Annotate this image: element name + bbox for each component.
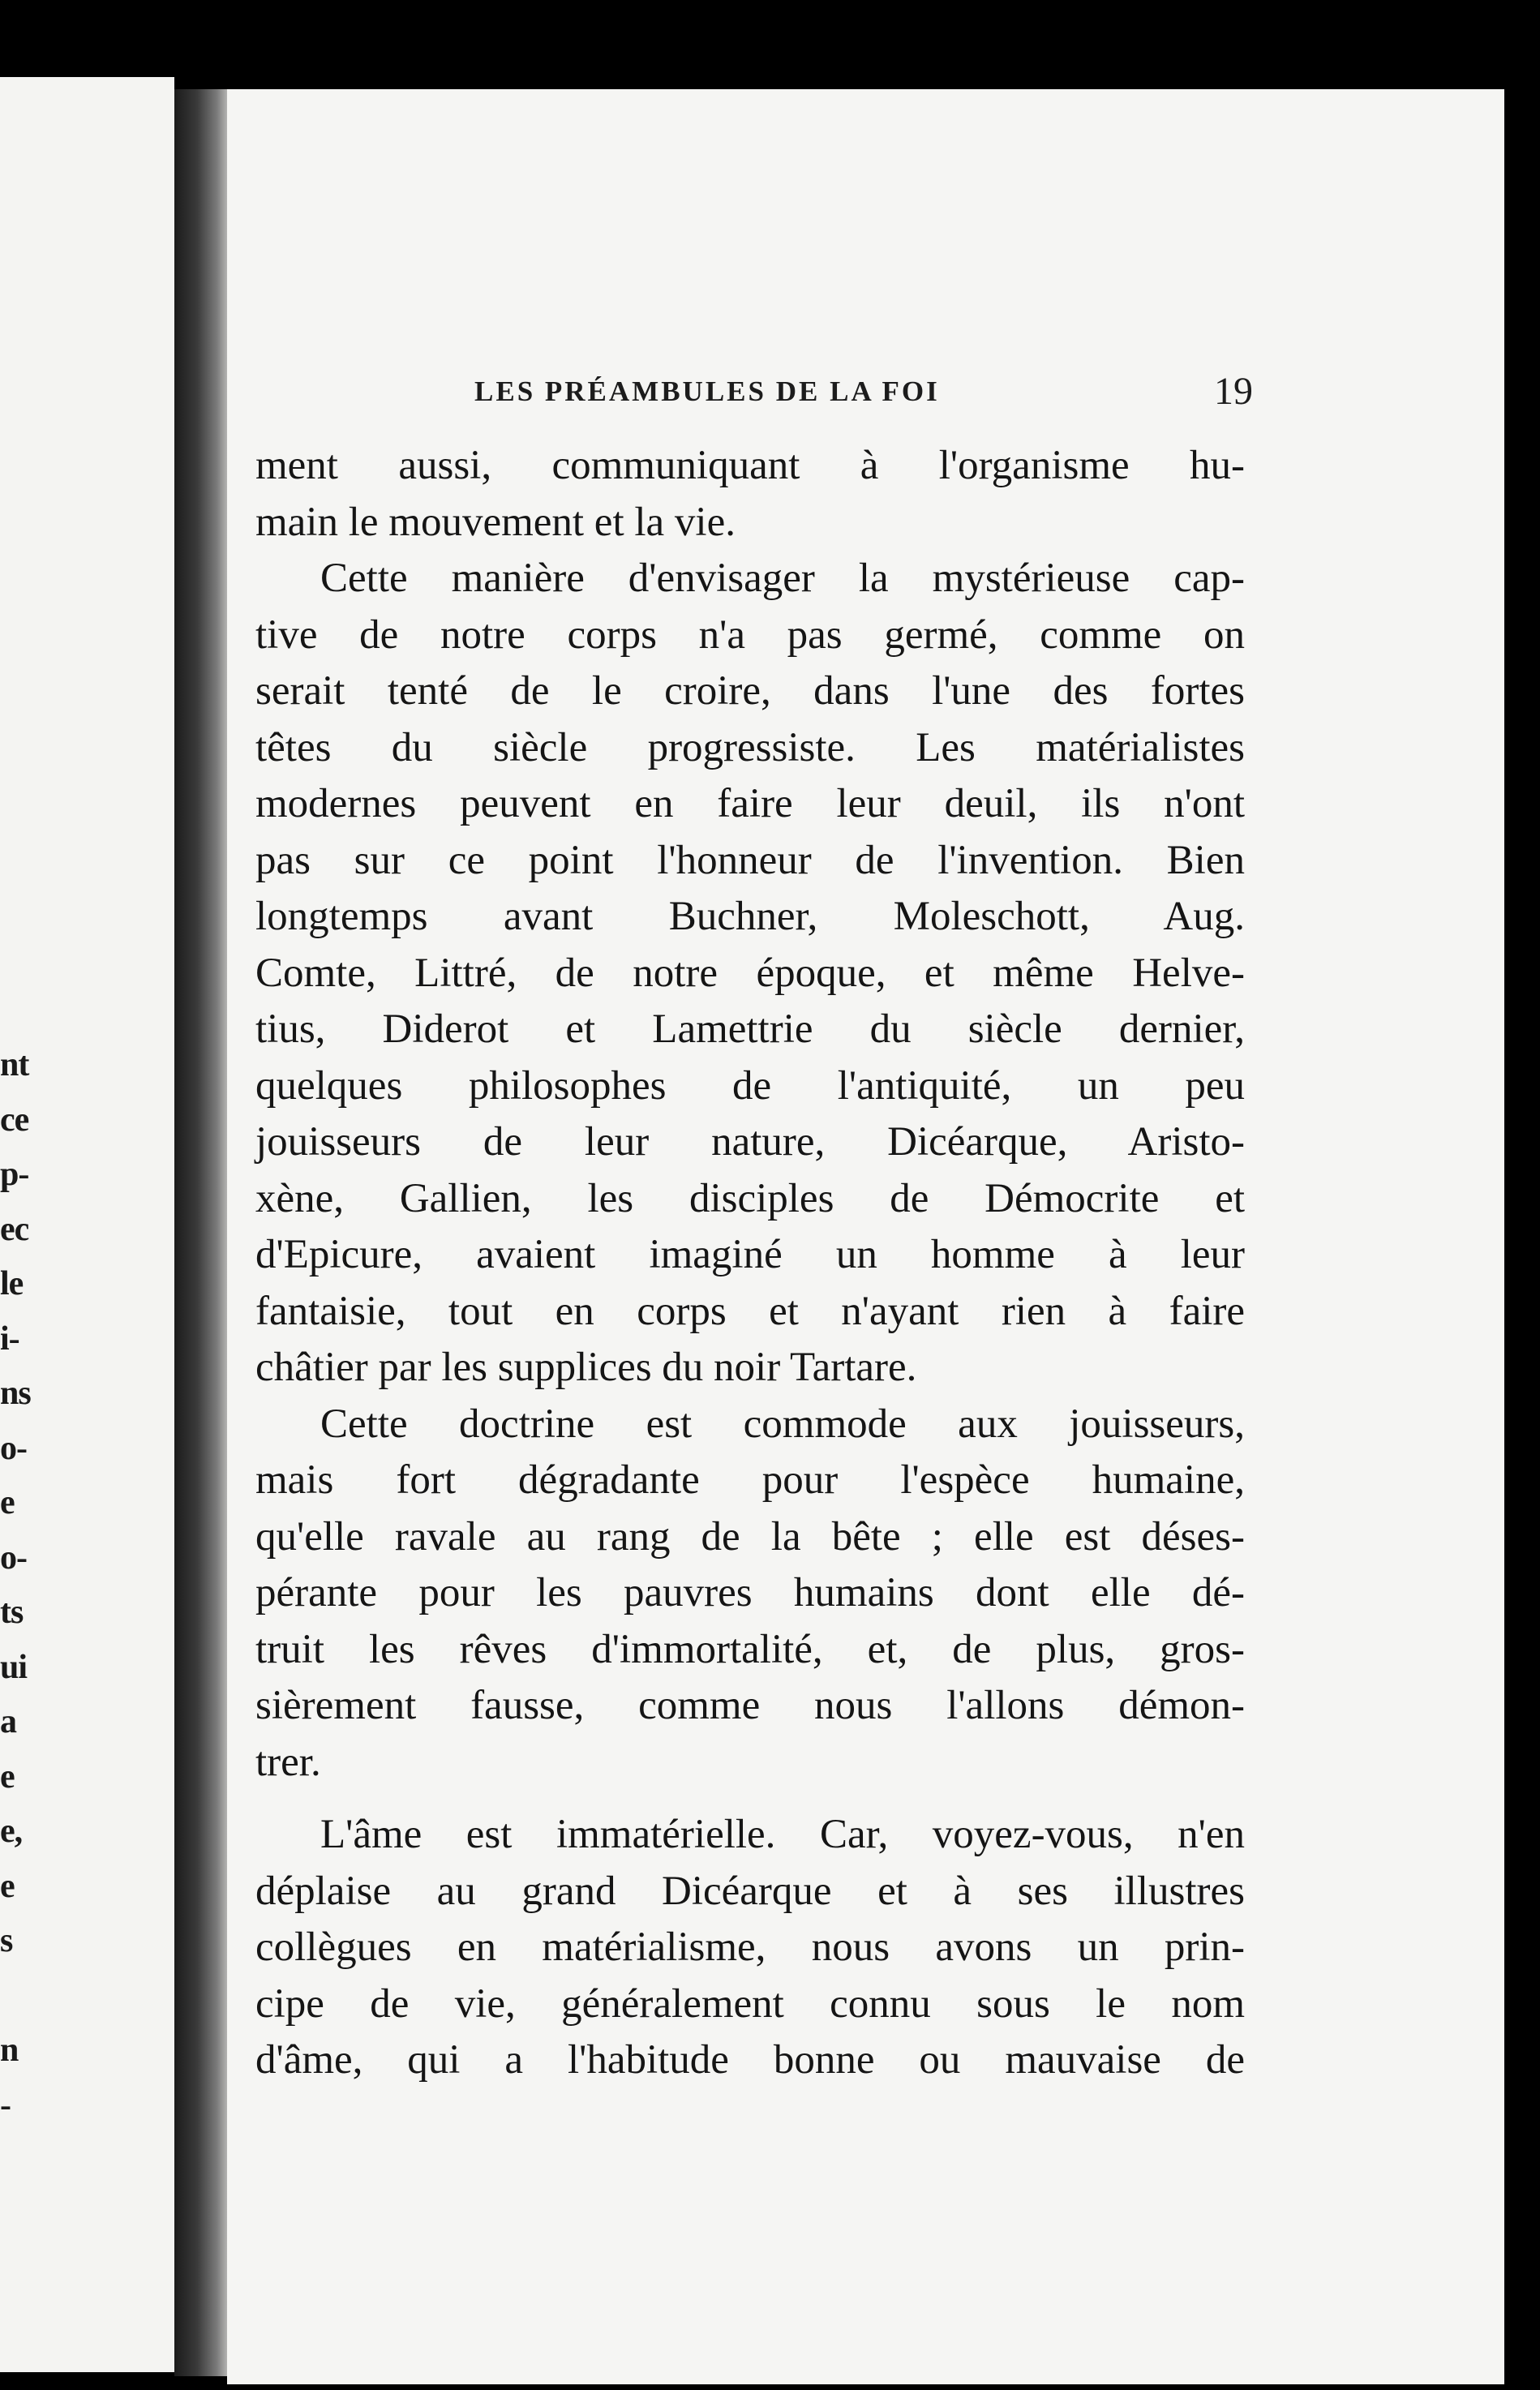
text-line: longtemps avant Buchner, Moleschott, Aug.	[255, 894, 1245, 939]
margin-fragment: -	[0, 2086, 11, 2124]
text-line: Comte, Littré, de notre époque, et même Helve-	[255, 950, 1245, 996]
text-line: modernes peuvent en faire leur deuil, ils n'ont	[255, 781, 1245, 826]
margin-fragment: n	[0, 2032, 19, 2069]
text-line: mais fort dégradante pour l'espèce humaine,	[255, 1457, 1245, 1503]
text-line: sièrement fausse, comme nous l'allons démon-	[255, 1683, 1245, 1728]
margin-fragment: e	[0, 1867, 15, 1905]
text-line: pérante pour les pauvres humains dont elle dé-	[255, 1570, 1245, 1616]
text-line: déplaise au grand Dicéarque et à ses illustres	[255, 1868, 1245, 1914]
text-line: qu'elle ravale au rang de la bête ; elle est déses-	[255, 1513, 1245, 1560]
margin-fragment	[0, 1969, 41, 2024]
margin-fragment: ce	[0, 1101, 29, 1139]
margin-fragment: e	[0, 1484, 15, 1521]
margin-fragment: p-	[0, 1156, 29, 1193]
paragraph	[255, 1397, 1245, 1791]
text-line: d'âme, qui a l'habitude bonne ou mauvaise de	[255, 2037, 1245, 2083]
margin-fragment: nt	[0, 1046, 29, 1083]
paragraph	[255, 1807, 1245, 2089]
text-line: châtier par les supplices du noir Tartare.	[255, 1345, 917, 1390]
running-header	[474, 369, 1253, 418]
text-line: serait tenté de le croire, dans l'une des fortes	[255, 668, 1245, 714]
text-line: têtes du siècle progressiste. Les matérialistes	[255, 724, 1245, 770]
margin-fragment: ec	[0, 1210, 29, 1248]
margin-fragment: ts	[0, 1594, 24, 1631]
text-line: pas sur ce point l'honneur de l'invention. Bien	[255, 837, 1245, 883]
text-line: collègues en matérialisme, nous avons un prin-	[255, 1924, 1245, 1970]
text-line: xène, Gallien, les disciples de Démocrite et	[255, 1175, 1245, 1221]
margin-fragment: e	[0, 1757, 15, 1796]
margin-fragment: e,	[0, 1813, 23, 1850]
margin-fragment: le	[0, 1265, 24, 1302]
paragraph	[255, 438, 1245, 551]
left-page-text-fragments	[0, 1038, 41, 2133]
margin-fragment: o-	[0, 1429, 27, 1467]
text-line: Cette manière d'envisager la mystérieuse cap-	[320, 556, 1245, 601]
text-line: ment aussi, communiquant à l'organisme hu-	[255, 443, 1245, 488]
margin-fragment: s	[0, 1922, 13, 1959]
text-line: tive de notre corps n'a pas germé, comme on	[255, 611, 1245, 658]
margin-fragment: a	[0, 1703, 16, 1740]
text-line: d'Epicure, avaient imaginé un homme à leur	[255, 1232, 1245, 1277]
margin-fragment: o-	[0, 1538, 27, 1577]
left-facing-page	[0, 77, 174, 2372]
margin-fragment: ns	[0, 1375, 31, 1412]
margin-fragment: i-	[0, 1319, 19, 1358]
text-line: quelques philosophes de l'antiquité, un peu	[255, 1062, 1245, 1109]
paragraph-gap	[255, 1791, 1245, 1807]
text-line: tius, Diderot et Lamettrie du siècle dernier,	[255, 1006, 1245, 1052]
paragraph	[255, 551, 1245, 1397]
text-line: Cette doctrine est commode aux jouisseurs,	[320, 1401, 1245, 1447]
running-header-title: LES PRÉAMBULES DE LA FOI	[474, 375, 940, 407]
text-line: main le mouvement et la vie.	[255, 499, 736, 545]
text-line: jouisseurs de leur nature, Dicéarque, Aristo-	[255, 1119, 1245, 1165]
text-line: trer.	[255, 1739, 321, 1785]
book-gutter-shadow	[174, 89, 231, 2376]
text-line: truit les rêves d'immortalité, et, de plus, gros-	[255, 1626, 1245, 1672]
margin-fragment: ui	[0, 1648, 28, 1686]
text-line: L'âme est immatérielle. Car, voyez-vous, n'en	[320, 1812, 1245, 1857]
text-line: cipe de vie, généralement connu sous le nom	[255, 1980, 1245, 2027]
body-text	[255, 438, 1245, 2089]
text-line: fantaisie, tout en corps et n'ayant rien à faire	[255, 1288, 1245, 1334]
page-number: 19	[1214, 370, 1253, 413]
